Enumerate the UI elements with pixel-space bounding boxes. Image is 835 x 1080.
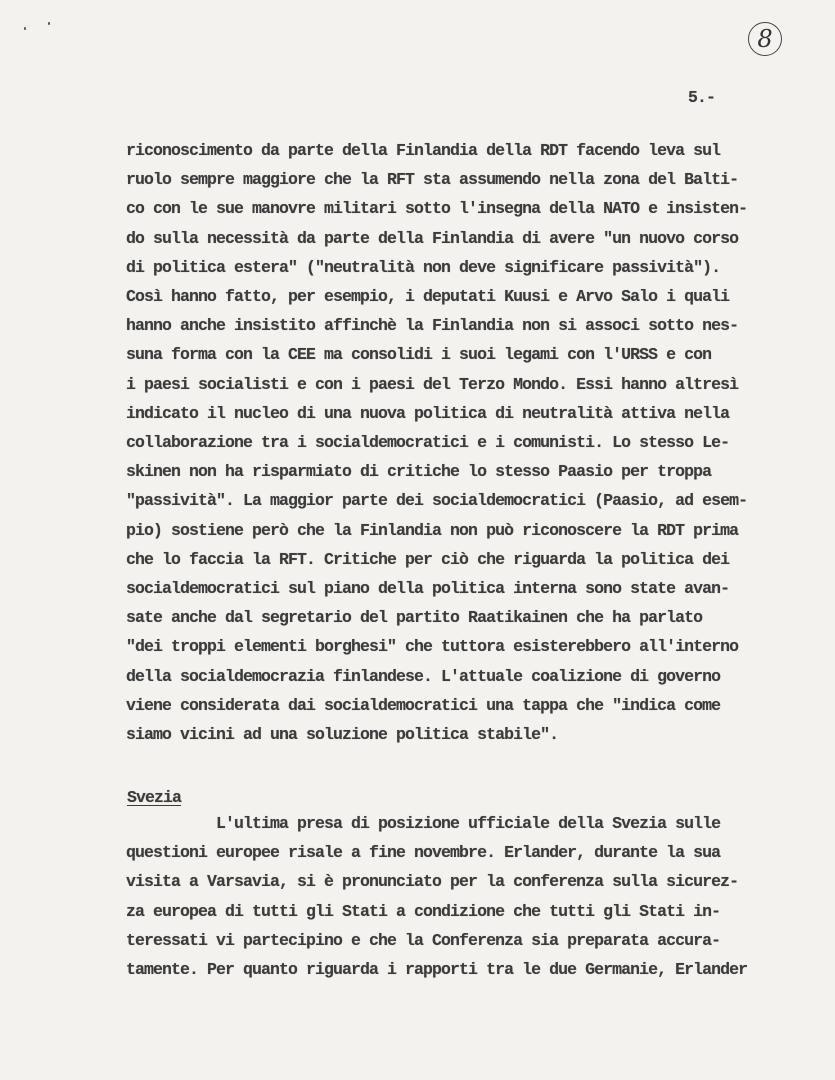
text-line: visita a Varsavia, si è pronunciato per la conferenza sulla sicurez- bbox=[126, 872, 739, 892]
text-line: pio) sostiene però che la Finlandia non può riconoscere la RDT prima bbox=[126, 520, 739, 540]
scan-speck bbox=[48, 22, 50, 25]
text-line: i paesi socialisti e con i paesi del Terzo Mondo. Essi hanno altresì bbox=[126, 374, 739, 394]
text-line: ruolo sempre maggiore che la RFT sta assumendo nella zona del Balti- bbox=[126, 170, 739, 190]
text-line: viene considerata dai socialdemocratici una tappa che "indica come bbox=[126, 695, 721, 715]
text-line: "passività". La maggior parte dei socialdemocratici (Paasio, ad esem- bbox=[126, 491, 748, 511]
text-line: di politica estera" ("neutralità non deve significare passività"). bbox=[126, 257, 721, 277]
text-line: riconoscimento da parte della Finlandia della RDT facendo leva sul bbox=[126, 141, 721, 160]
text-line: indicato il nucleo di una nuova politica di neutralità attiva nella bbox=[126, 403, 730, 423]
text-line: do sulla necessità da parte della Finlandia di avere "un nuovo corso bbox=[126, 228, 739, 248]
text-line: collaborazione tra i socialdemocratici e i comunisti. Lo stesso Le- bbox=[126, 433, 730, 452]
text-line: tamente. Per quanto riguarda i rapporti tra le due Germanie, Erlander bbox=[126, 960, 748, 979]
page-marker-circled: 8 bbox=[748, 22, 782, 56]
text-line: Così hanno fatto, per esempio, i deputati Kuusi e Arvo Salo i quali bbox=[126, 287, 730, 306]
text-line: skinen non ha risparmiato di critiche lo stesso Paasio per troppa bbox=[126, 462, 712, 482]
scan-speck bbox=[24, 27, 26, 30]
text-line: suna forma con la CEE ma consolidi i suoi legami con l'URSS e con bbox=[126, 345, 712, 365]
text-line: socialdemocratici sul piano della politica interna sono state avan- bbox=[126, 579, 730, 598]
text-line: za europea di tutti gli Stati a condizione che tutti gli Stati in- bbox=[126, 901, 721, 921]
text-line: teressati vi partecipino e che la Conferenza sia preparata accura- bbox=[126, 930, 721, 950]
section-heading-svezia: Svezia bbox=[127, 788, 182, 807]
text-line: "dei troppi elementi borghesi" che tuttora esisterebbero all'interno bbox=[126, 637, 739, 657]
text-line: co con le sue manovre militari sotto l'insegna della NATO e insisten- bbox=[126, 199, 748, 219]
page-number: 5.- bbox=[688, 88, 716, 107]
text-line: siamo vicini ad una soluzione politica stabile". bbox=[126, 725, 559, 744]
text-line: questioni europee risale a fine novembre. Erlander, durante la sua bbox=[126, 843, 721, 863]
text-line: L'ultima presa di posizione ufficiale della Svezia sulle bbox=[126, 814, 721, 833]
text-line: sate anche dal segretario del partito Raatikainen che ha parlato bbox=[126, 608, 703, 628]
text-line: che lo faccia la RFT. Critiche per ciò che riguarda la politica dei bbox=[126, 549, 730, 569]
text-line: hanno anche insistito affinchè la Finlandia non si associ sotto nes- bbox=[126, 316, 739, 336]
text-line: della socialdemocrazia finlandese. L'attuale coalizione di governo bbox=[126, 666, 721, 686]
